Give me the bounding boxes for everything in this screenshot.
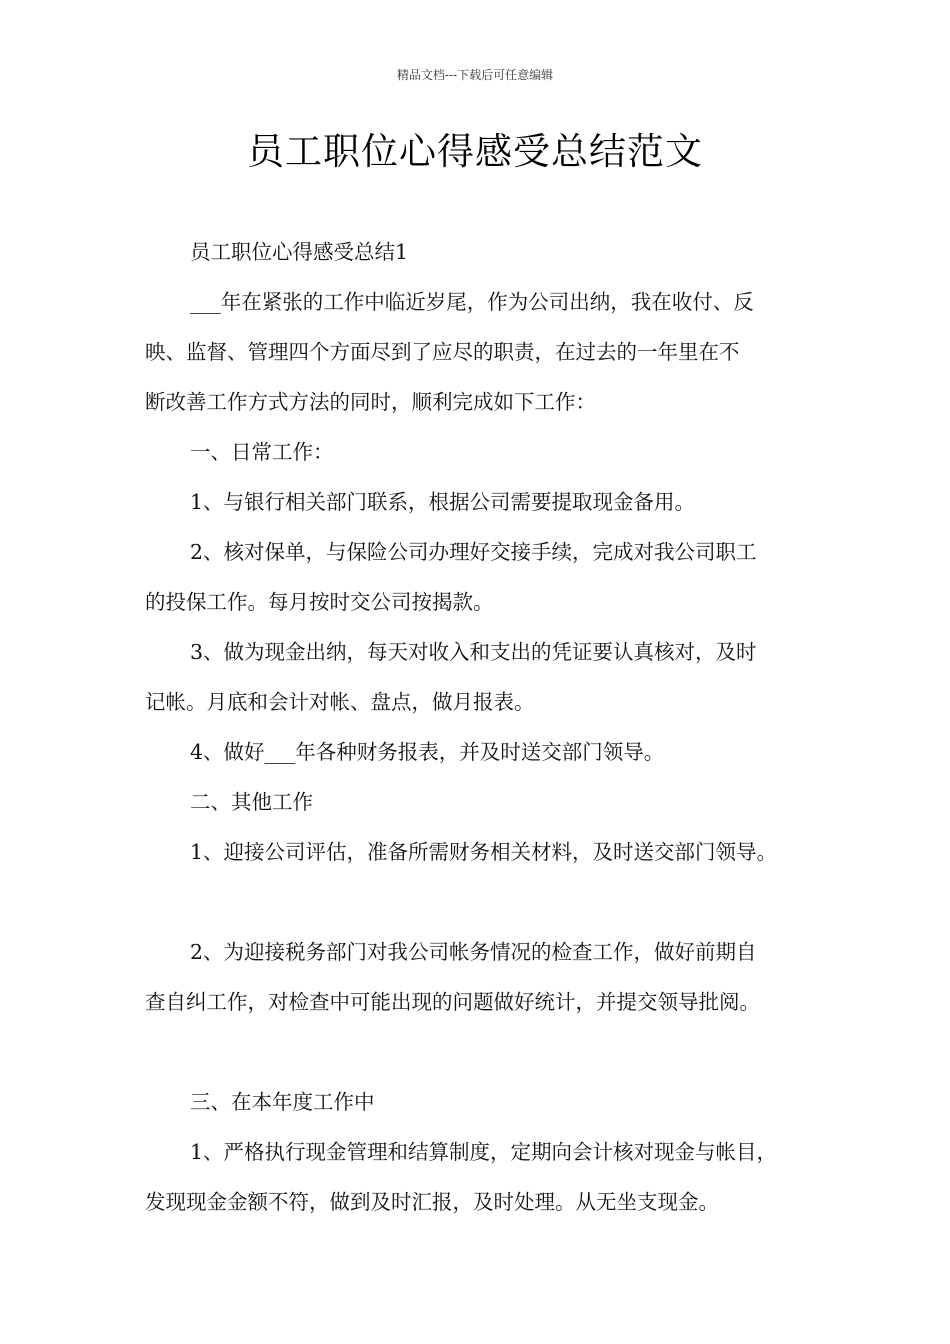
paragraph-line: ___年在紧张的工作中临近岁尾，作为公司出纳，我在收付、反 xyxy=(190,290,754,314)
section-heading: 三、在本年度工作中 xyxy=(190,1090,375,1114)
list-item: 2、核对保单，与保险公司办理好交接手续，完成对我公司职工 xyxy=(190,540,757,564)
list-item-continuation: 查自纠工作，对检查中可能出现的问题做好统计，并提交领导批阅。 xyxy=(145,990,760,1014)
list-item: 2、为迎接税务部门对我公司帐务情况的检查工作，做好前期自 xyxy=(190,940,757,964)
list-item: 1、与银行相关部门联系，根据公司需要提取现金备用。 xyxy=(190,490,696,514)
page-header: 精品文档---下载后可任意编辑 xyxy=(396,68,554,82)
list-item: 1、迎接公司评估，准备所需财务相关材料，及时送交部门领导。 xyxy=(190,840,778,864)
paragraph-line: 断改善工作方式方法的同时，顺利完成如下工作： xyxy=(145,390,596,414)
document-title: 员工职位心得感受总结范文 xyxy=(247,130,703,173)
section-heading: 二、其他工作 xyxy=(190,790,313,814)
paragraph-line: 映、监督、管理四个方面尽到了应尽的职责，在过去的一年里在不 xyxy=(145,340,740,364)
list-item-continuation: 的投保工作。每月按时交公司按揭款。 xyxy=(145,590,494,614)
section-heading: 一、日常工作： xyxy=(190,440,334,464)
list-item: 4、做好___年各种财务报表，并及时送交部门领导。 xyxy=(190,740,665,764)
section-heading: 员工职位心得感受总结1 xyxy=(190,240,409,264)
list-item-continuation: 发现现金金额不符，做到及时汇报，及时处理。从无坐支现金。 xyxy=(145,1190,719,1214)
list-item-continuation: 记帐。月底和会计对帐、盘点，做月报表。 xyxy=(145,690,535,714)
list-item: 3、做为现金出纳，每天对收入和支出的凭证要认真核对，及时 xyxy=(190,640,757,664)
list-item: 1、严格执行现金管理和结算制度，定期向会计核对现金与帐目， xyxy=(190,1140,778,1164)
